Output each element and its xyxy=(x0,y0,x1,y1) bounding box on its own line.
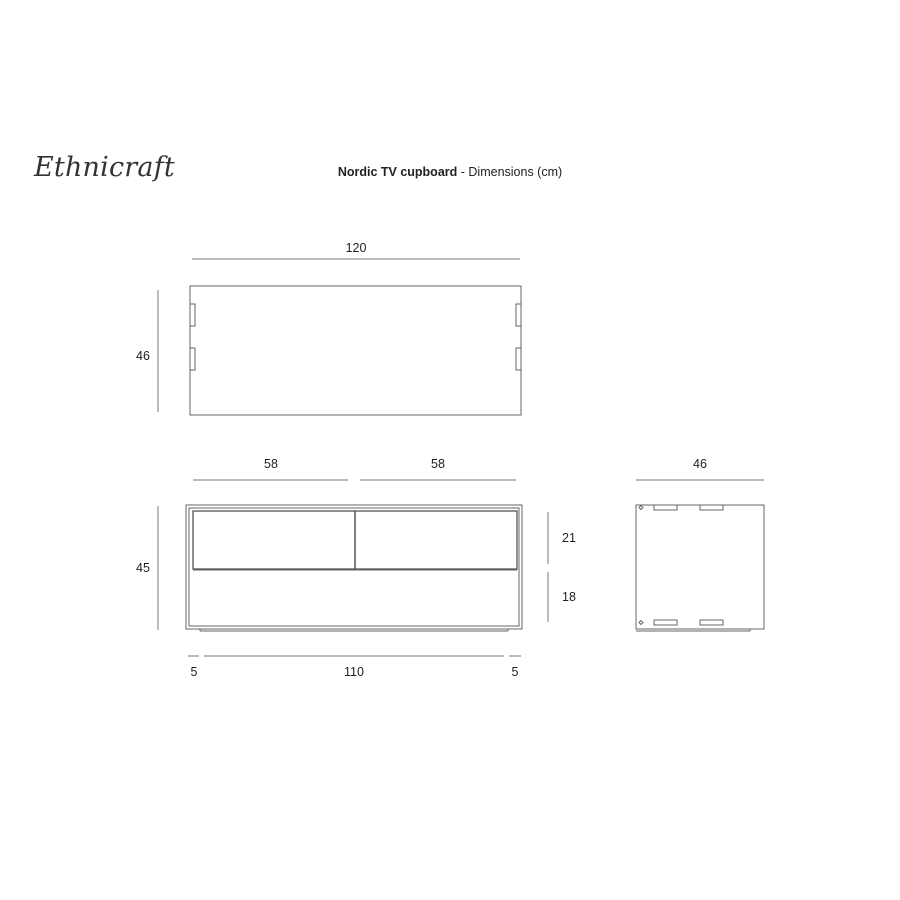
ethnicraft-logo: Ethnicraft xyxy=(34,152,175,183)
top-clip-left-lower xyxy=(190,348,195,370)
side-depth-label: 46 xyxy=(693,457,707,471)
front-height-label: 45 xyxy=(136,561,150,575)
opening-height-label: 18 xyxy=(562,590,576,604)
top-clip-left-upper xyxy=(190,304,195,326)
drawer-height-label: 21 xyxy=(562,531,576,545)
title-subtitle: Dimensions (cm) xyxy=(468,165,563,179)
left-margin-label: 5 xyxy=(190,665,198,679)
side-clip-bottom-right xyxy=(700,620,723,625)
drawer-left xyxy=(193,511,355,569)
product-name: Nordic TV cupboard xyxy=(337,165,458,179)
top-clip-right-upper xyxy=(516,304,521,326)
side-clip-top-right xyxy=(700,505,723,510)
front-outer-frame xyxy=(186,505,522,629)
drawer-right-width-label: 58 xyxy=(431,457,445,471)
right-margin-label: 5 xyxy=(511,665,519,679)
title-separator: - xyxy=(460,165,465,179)
side-pin-bottom xyxy=(639,621,643,625)
drawer-right xyxy=(355,511,517,569)
side-clip-top-left xyxy=(654,505,677,510)
side-view-outline xyxy=(636,505,764,629)
inner-width-label: 110 xyxy=(344,665,364,679)
side-pin-top xyxy=(639,506,643,510)
front-view xyxy=(136,457,576,679)
side-clip-bottom-left xyxy=(654,620,677,625)
top-width-label: 120 xyxy=(345,241,367,255)
top-depth-label: 46 xyxy=(136,349,150,363)
front-inner-frame xyxy=(189,508,519,626)
top-view xyxy=(136,241,521,415)
top-view-outline xyxy=(190,286,521,415)
top-clip-right-lower xyxy=(516,348,521,370)
drawer-left-width-label: 58 xyxy=(264,457,278,471)
side-view xyxy=(636,457,764,631)
